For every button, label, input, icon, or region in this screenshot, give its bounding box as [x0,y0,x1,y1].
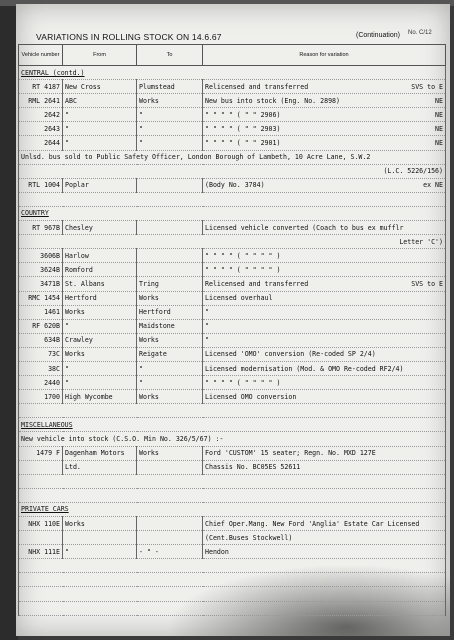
reason-text: " [205,322,209,331]
column-header-reason: Reason for variation [203,45,446,66]
form-reference: No. C/12 [408,30,432,36]
reason-text: Relicensed and transferred [205,82,309,91]
to-text: Plumstead [139,82,175,91]
cell-from [63,249,137,263]
cell-from [63,390,137,404]
cell-to [137,249,203,263]
row-cell-full [19,432,446,446]
row-cell-full [19,474,446,488]
cell-to [137,390,203,404]
table-row [19,66,446,80]
section-heading: PRIVATE CARS [21,505,69,514]
cell-vehicle [19,517,63,531]
cell-from [63,319,137,333]
cell-to [137,361,203,375]
cell-to [137,122,203,136]
section-heading: MISCELLANEOUS [21,420,73,429]
from-text: " [65,124,69,133]
table-row [19,206,446,220]
cell-from [63,108,137,122]
row-cell-full [19,587,446,601]
table-row [19,122,446,136]
row-tail-code: NE [435,139,443,148]
from-text: New Cross [65,82,101,91]
cell-reason [203,446,446,460]
table-row [19,488,446,502]
cell-from [63,80,137,94]
cell-reason [203,361,446,375]
cell-reason [203,291,446,305]
cell-vehicle [19,80,63,94]
table-row [19,460,446,474]
table-row [19,235,446,249]
cell-to [137,136,203,150]
column-header-to: To [137,45,203,66]
reason-text: " [205,308,209,317]
from-text: Crawley [65,336,93,345]
cell-to [137,517,203,531]
to-text: Works [139,392,159,401]
cell-vehicle [19,221,63,235]
row-tail-code: Letter 'C') [399,237,443,246]
cell-reason [203,333,446,347]
cell-to [137,305,203,319]
cell-reason [203,221,446,235]
cell-to [137,460,203,474]
row-cell-full [19,418,446,432]
cell-vehicle [19,460,63,474]
table-row [19,361,446,375]
cell-reason [203,178,446,192]
reason-text: Relicensed and transferred [205,279,309,288]
reason-text: " " " " ( " " 2906) [205,110,281,119]
cell-to [137,545,203,559]
cell-vehicle [19,249,63,263]
table-row [19,164,446,178]
row-cell-full [19,150,446,164]
cell-reason [203,249,446,263]
from-text: " [65,378,69,387]
from-text: Works [65,519,85,528]
vehicle-text: 2642 [44,110,60,119]
row-cell-full [19,404,446,418]
table-row [19,446,446,460]
from-text: Romford [65,265,93,274]
cell-to [137,80,203,94]
vehicle-text: 634B [44,336,60,345]
row-tail-code: (L.C. 5226/156) [383,167,443,176]
row-text: New vehicle into stock (C.S.O. Min No. 326/5/67) :- [21,434,224,443]
from-text: Harlow [65,251,89,260]
cell-vehicle [19,291,63,305]
cell-reason [203,545,446,559]
cell-from [63,531,137,545]
table-row [19,517,446,531]
table-row [19,150,446,164]
table-header-row [19,45,446,66]
table-row [19,80,446,94]
cell-vehicle [19,122,63,136]
cell-to [137,178,203,192]
table-row [19,474,446,488]
table-row [19,319,446,333]
from-text: Works [65,308,85,317]
row-tail-code: ex NE [423,181,443,190]
cell-from [63,347,137,361]
cell-reason [203,347,446,361]
vehicle-text: 2440 [44,378,60,387]
cell-vehicle [19,277,63,291]
cell-from [63,446,137,460]
cell-from [63,291,137,305]
cell-reason [203,517,446,531]
table-row [19,333,446,347]
cell-reason [203,136,446,150]
column-header-vehicle: Vehicle number [19,45,63,66]
cell-from [63,136,137,150]
from-text: " [65,322,69,331]
vehicle-text: 1700 [44,392,60,401]
to-text: Works [139,294,159,303]
from-text: St. Albans [65,279,105,288]
vehicle-text: RF 620B [32,322,60,331]
vehicle-text: 2644 [44,139,60,148]
to-text: " [139,110,143,119]
cell-to [137,531,203,545]
cell-from [63,333,137,347]
cell-from [63,376,137,390]
cell-vehicle [19,333,63,347]
row-tail-code: NE [435,110,443,119]
table-row [19,404,446,418]
column-header-from: From [63,45,137,66]
row-tail-code: NE [435,124,443,133]
table-row [19,249,446,263]
cell-from [63,517,137,531]
cell-vehicle [19,319,63,333]
vehicle-text: 2643 [44,124,60,133]
from-text: Hertford [65,294,97,303]
cell-from [63,122,137,136]
vehicle-text: 3606B [40,251,60,260]
from-text: Ltd. [65,463,81,472]
cell-vehicle [19,136,63,150]
cell-from [63,361,137,375]
table-row [19,136,446,150]
from-text: Poplar [65,181,89,190]
row-cell-full [19,559,446,573]
table-row [19,376,446,390]
reason-text: Chief Oper.Mang. New Ford 'Anglia' Estate Car Licensed [205,519,420,528]
table-row [19,587,446,601]
cell-reason [203,108,446,122]
reason-text: Licensed OMO conversion [205,392,297,401]
to-text: Maidstone [139,322,175,331]
reason-text: New bus into stock (Eng. No. 2898) [205,96,340,105]
row-cell-full [19,192,446,206]
table-row [19,432,446,446]
cell-to [137,291,203,305]
cell-vehicle [19,263,63,277]
reason-text: (Body No. 3784) [205,181,265,190]
cell-to [137,319,203,333]
page-title: VARIATIONS IN ROLLING STOCK ON 14.6.67 [36,32,222,42]
reason-text: Ford 'CUSTOM' 15 seater; Regn. No. MXD 127E [205,449,376,458]
table-row [19,559,446,573]
table-row [19,347,446,361]
cell-reason [203,305,446,319]
reason-text: " " " " ( " " 2903) [205,124,281,133]
section-heading: COUNTRY [21,209,49,218]
cell-vehicle [19,531,63,545]
vehicle-text: RML 2641 [28,96,60,105]
reason-text: Licensed 'OMO' conversion (Re-coded SP 2/4) [205,350,376,359]
table-row [19,305,446,319]
reason-text: Chassis No. BC05ES 52611 [205,463,301,472]
table-row [19,545,446,559]
table-row [19,291,446,305]
reason-text: " " " " ( " " " " ) [205,378,281,387]
cell-vehicle [19,545,63,559]
row-tail-code: SVS to E [411,279,443,288]
row-cell-full [19,66,446,80]
cell-vehicle [19,376,63,390]
cell-reason [203,319,446,333]
cell-vehicle [19,178,63,192]
vehicle-text: 3624B [40,265,60,274]
cell-reason [203,531,446,545]
row-cell-full [19,488,446,502]
reason-text: (Cent.Buses Stockwell) [205,533,293,542]
vehicle-text: RT 4187 [32,82,60,91]
vehicle-text: NHX 110E [28,519,60,528]
cell-to [137,446,203,460]
cell-from [63,221,137,235]
to-text: Hertford [139,308,171,317]
table-row [19,277,446,291]
reason-text: " " " " ( " " " " ) [205,265,281,274]
continuation-label: (Continuation) [356,32,400,39]
reason-text: " " " " ( " " 2901) [205,139,281,148]
row-tail-code: SVS to E [411,82,443,91]
row-cell-full [19,601,446,615]
row-tail-code: NE [435,96,443,105]
from-text: " [65,364,69,373]
cell-vehicle [19,94,63,108]
cell-reason [203,390,446,404]
to-text: " [139,124,143,133]
reason-text: Licensed modernisation (Mod. & OMO Re-coded RF2/4) [205,364,404,373]
row-cell-full [19,573,446,587]
to-text: Reigate [139,350,167,359]
cell-to [137,347,203,361]
to-text: " [139,139,143,148]
cell-to [137,263,203,277]
from-text: " [65,110,69,119]
cell-from [63,263,137,277]
from-text: " [65,547,69,556]
cell-to [137,333,203,347]
section-heading: CENTRAL (contd.) [21,68,85,77]
vehicle-text: 38C [48,364,60,373]
from-text: Chesley [65,223,93,232]
cell-vehicle [19,390,63,404]
cell-reason [203,376,446,390]
row-cell-full [19,206,446,220]
to-text: Works [139,449,159,458]
reason-text: " [205,336,209,345]
table-row [19,502,446,516]
vehicle-text: RTL 1004 [28,181,60,190]
to-text: " [139,378,143,387]
table-row [19,192,446,206]
vehicle-text: RT 967B [32,223,60,232]
cell-reason [203,80,446,94]
cell-to [137,94,203,108]
table-row [19,178,446,192]
vehicle-text: 1479 F [36,449,60,458]
vehicle-text: RMC 1454 [28,294,60,303]
cell-reason [203,460,446,474]
to-text: " [139,364,143,373]
reason-text: Licensed vehicle converted (Coach to bus ex mufflr [205,223,404,232]
cell-vehicle [19,305,63,319]
vehicle-text: NHX 111E [28,547,60,556]
table-row [19,573,446,587]
table-body [19,66,446,616]
cell-vehicle [19,108,63,122]
reason-text: Hendon [205,547,229,556]
cell-to [137,277,203,291]
cell-vehicle [19,361,63,375]
from-text: ABC [65,96,77,105]
cell-from [63,277,137,291]
from-text: " [65,139,69,148]
table-row [19,221,446,235]
table-row [19,418,446,432]
row-cell-full [19,235,446,249]
row-cell-full [19,502,446,516]
from-text: Dagenham Motors [65,449,125,458]
cell-reason [203,94,446,108]
from-text: Works [65,350,85,359]
row-cell-full [19,164,446,178]
cell-from [63,94,137,108]
table-row [19,390,446,404]
to-text: Works [139,336,159,345]
table-row [19,531,446,545]
table-row [19,601,446,615]
table-row [19,108,446,122]
to-text: - " - [139,547,159,556]
to-text: Works [139,96,159,105]
vehicle-text: 3471B [40,279,60,288]
cell-reason [203,277,446,291]
table-row [19,94,446,108]
from-text: High Wycombe [65,392,113,401]
variations-table [18,44,446,616]
vehicle-text: 1461 [44,308,60,317]
cell-to [137,108,203,122]
cell-from [63,460,137,474]
table-row [19,263,446,277]
cell-to [137,221,203,235]
cell-vehicle [19,347,63,361]
cell-vehicle [19,446,63,460]
vehicle-text: 73C [48,350,60,359]
cell-reason [203,122,446,136]
cell-from [63,305,137,319]
reason-text: " " " " ( " " " " ) [205,251,281,260]
cell-from [63,178,137,192]
cell-to [137,376,203,390]
cell-reason [203,263,446,277]
cell-from [63,545,137,559]
to-text: Tring [139,279,159,288]
row-text: Unlsd. bus sold to Public Safety Officer, London Borough of Lambeth, 10 Acre Lane, S.W.2 [21,153,371,162]
reason-text: Licensed overhaul [205,294,273,303]
